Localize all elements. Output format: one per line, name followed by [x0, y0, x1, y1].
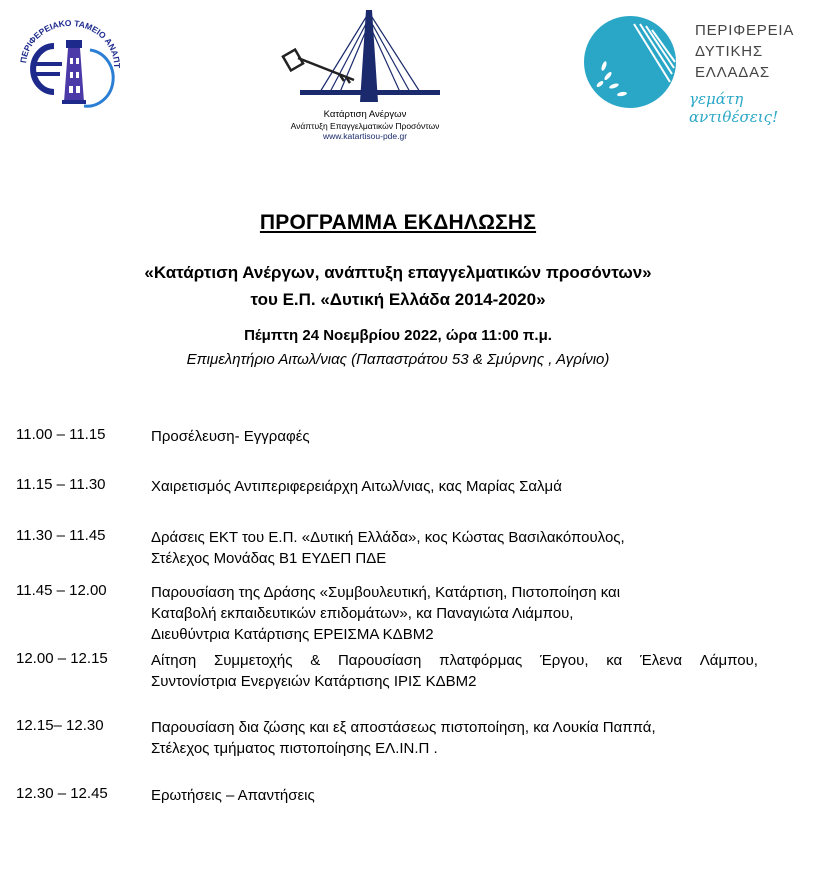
schedule-description — [151, 717, 761, 759]
logo-ring-text: ΠΕΡΙΦΕΡΕΙΑΚΟ ΤΑΜΕΙΟ ΑΝΑΠΤ — [18, 17, 123, 69]
logo-caption-subtitle: Ανάπτυξη Επαγγελματικών Προσόντων — [290, 121, 440, 131]
schedule-time: 11.00 – 11.15 — [16, 426, 106, 443]
region-name-line-2: ΔΥΤΙΚΗΣ — [695, 43, 763, 60]
schedule-line: Προσέλευση- Εγγραφές — [151, 428, 310, 445]
schedule-description — [151, 785, 761, 806]
schedule-line: Στέλεχος τμήματος πιστοποίησης ΕΛ.ΙΝ.Π . — [151, 740, 438, 757]
schedule-line: Χαιρετισμός Αντιπεριφερειάρχη Αιτωλ/νιας, κας Μαρίας Σαλμά — [151, 478, 562, 495]
event-subtitle-line-2: του Ε.Π. «Δυτική Ελλάδα 2014-2020» — [250, 290, 546, 309]
schedule-line-justified — [151, 650, 758, 671]
schedule-word: Συμμετοχής — [213, 652, 293, 669]
schedule-line: Παρουσίαση της Δράσης «Συμβουλευτική, Κατάρτιση, Πιστοποίηση και — [151, 584, 621, 601]
schedule-time: 11.30 – 11.45 — [16, 527, 106, 544]
schedule-description — [151, 527, 761, 569]
region-name-line-3: ΕΛΛΑΔΑΣ — [695, 64, 770, 81]
schedule-description — [151, 582, 761, 645]
region-name-line-1: ΠΕΡΙΦΕΡΕΙΑ — [695, 22, 795, 39]
logo-caption-title: Κατάρτιση Ανέργων — [323, 109, 407, 120]
schedule-word: κα — [606, 652, 623, 669]
schedule-description — [151, 476, 761, 497]
schedule-word: πλατφόρμας — [439, 652, 523, 669]
schedule-line: Ερωτήσεις – Απαντήσεις — [151, 787, 315, 804]
schedule-word: & — [310, 652, 321, 669]
logo-caption-url: www.katartisou-pde.gr — [322, 131, 408, 141]
event-date: Πέμπτη 24 Νοεμβρίου 2022, ώρα 11:00 π.μ. — [244, 327, 552, 344]
region-slogan: γεμάτη αντιθέσεις! — [689, 90, 779, 126]
lighthouse-emblem-icon — [14, 14, 126, 114]
schedule-description — [151, 650, 761, 692]
bridge-key-icon — [280, 6, 450, 110]
schedule-line: Συντονίστρια Ενεργειών Κατάρτισης ΙΡΙΣ ΚΔΒΜ2 — [151, 673, 477, 690]
schedule-word: Λάμπου, — [699, 652, 758, 669]
event-venue: Επιμελητήριο Αιτωλ/νιας (Παπαστράτου 53 & Σμύρνης , Αγρίνιο) — [186, 351, 610, 368]
schedule-word: Παρουσίαση — [337, 652, 422, 669]
region-emblem-icon — [578, 10, 688, 116]
schedule-line: Στέλεχος Μονάδας Β1 ΕΥΔΕΠ ΠΔΕ — [151, 550, 387, 567]
schedule-time: 11.15 – 11.30 — [16, 476, 106, 493]
schedule-word: Αίτηση — [151, 652, 197, 669]
schedule-line: Καταβολή εκπαιδευτικών επιδομάτων», κα Παναγιώτα Λιάμπου, — [151, 605, 574, 622]
event-subtitle-line-1: «Κατάρτιση Ανέργων, ανάπτυξη επαγγελματικών προσόντων» — [144, 263, 652, 282]
regional-development-fund-logo — [14, 14, 126, 114]
schedule-line: Διευθύντρια Κατάρτισης ΕΡΕΙΣΜΑ ΚΔΒΜ2 — [151, 626, 434, 643]
schedule-time: 12.15– 12.30 — [16, 717, 104, 734]
page-title: ΠΡΟΓΡΑΜΜΑ ΕΚΔΗΛΩΣΗΣ — [259, 211, 537, 234]
western-greece-region-logo — [578, 10, 830, 126]
schedule-time: 12.30 – 12.45 — [16, 785, 108, 802]
schedule-time: 11.45 – 12.00 — [16, 582, 107, 599]
schedule-line: Παρουσίαση δια ζώσης και εξ αποστάσεως πιστοποίηση, κα Λουκία Παππά, — [151, 719, 656, 736]
schedule-description — [151, 426, 761, 447]
schedule-word: Έργου, — [539, 652, 589, 669]
schedule-time: 12.00 – 12.15 — [16, 650, 108, 667]
katartisi-anergon-logo — [280, 6, 450, 144]
schedule-word: Έλενα — [639, 652, 683, 669]
schedule-line: Δράσεις ΕΚΤ του Ε.Π. «Δυτική Ελλάδα», κος Κώστας Βασιλακόπουλος, — [151, 529, 625, 546]
